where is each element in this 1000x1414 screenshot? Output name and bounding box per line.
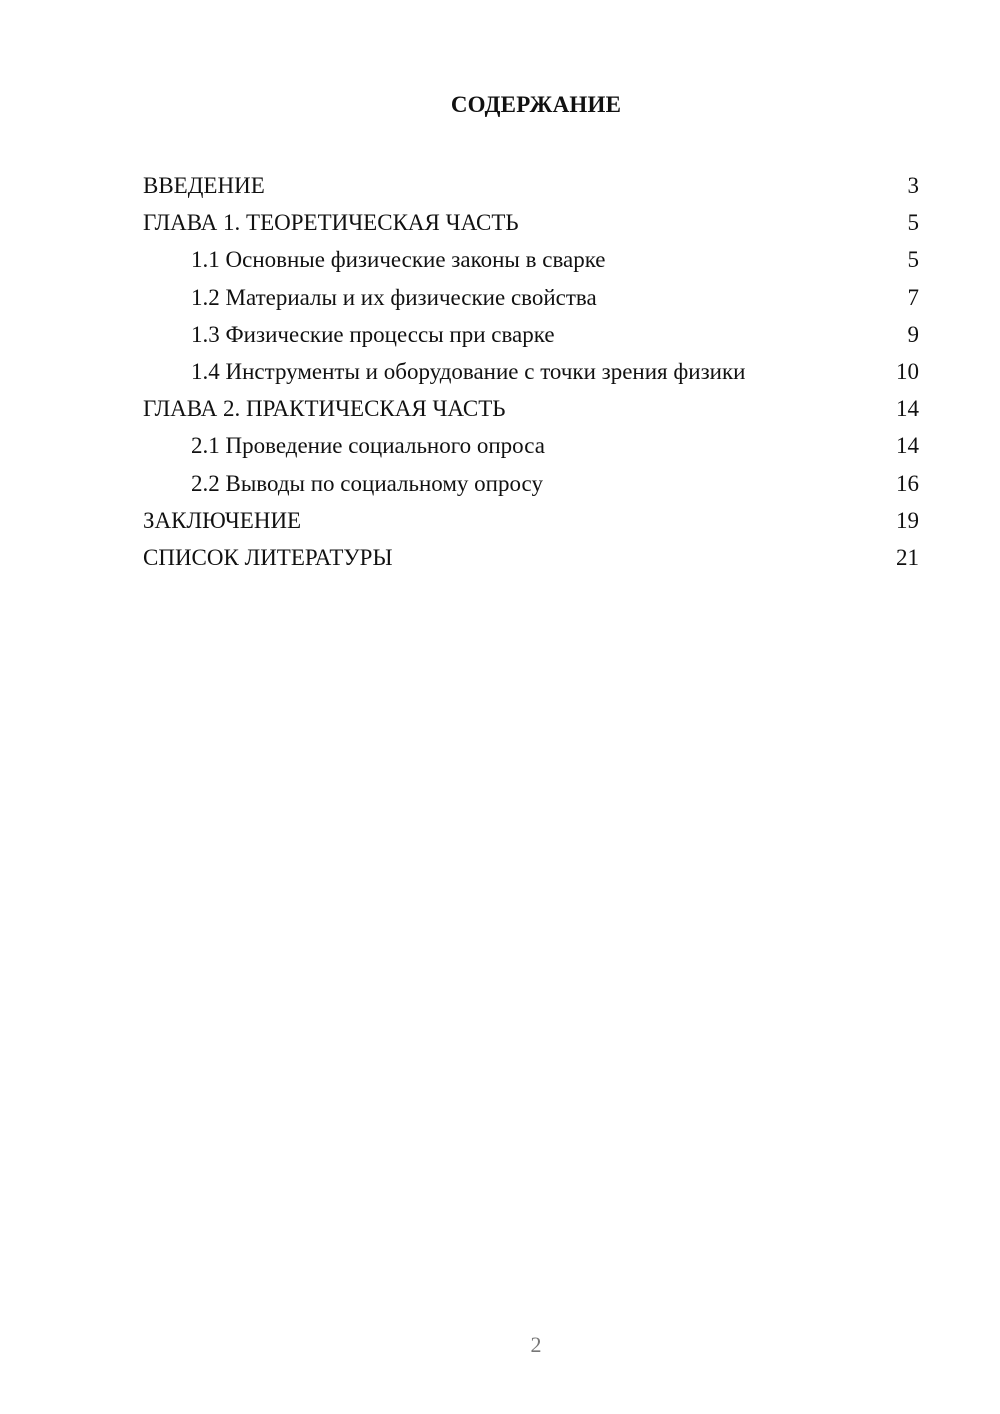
toc-subentry xyxy=(143,279,919,316)
toc-entry-page: 10 xyxy=(896,358,919,384)
toc-entry-page: 14 xyxy=(896,433,919,459)
toc-entry-page: 7 xyxy=(907,284,919,310)
page-number: 2 xyxy=(530,1332,542,1357)
toc-entry-label: ГЛАВА 2. ПРАКТИЧЕСКАЯ ЧАСТЬ xyxy=(143,396,506,422)
toc-subentry xyxy=(143,353,919,390)
toc-entry-label: 1.3 Физические процессы при сварке xyxy=(191,321,555,347)
toc-entry-page: 21 xyxy=(896,544,919,570)
toc-entry-label: ГЛАВА 1. ТЕОРЕТИЧЕСКАЯ ЧАСТЬ xyxy=(143,210,519,236)
toc-subentry xyxy=(143,427,919,464)
toc-entry-page: 5 xyxy=(907,247,919,273)
toc-entry-page: 19 xyxy=(896,507,919,533)
toc-entry-label: 1.4 Инструменты и оборудование с точки зрения физики xyxy=(191,358,746,384)
table-of-contents xyxy=(143,167,919,576)
toc-entry-label: 2.2 Выводы по социальному опросу xyxy=(191,470,543,496)
toc-entry xyxy=(143,539,919,576)
toc-entry-label: 2.1 Проведение социального опроса xyxy=(191,433,545,459)
toc-subentry xyxy=(143,241,919,278)
toc-entry-page: 9 xyxy=(907,321,919,347)
toc-entry xyxy=(143,390,919,427)
toc-entry-page: 3 xyxy=(907,173,919,198)
toc-subentry xyxy=(143,316,919,353)
toc-entry xyxy=(143,204,919,241)
toc-entry-label: СПИСОК ЛИТЕРАТУРЫ xyxy=(143,544,393,570)
toc-entry-label: ВВЕДЕНИЕ xyxy=(143,173,265,198)
page-title: СОДЕРЖАНИЕ xyxy=(450,92,622,117)
toc-entry xyxy=(143,502,919,539)
toc-entry-page: 16 xyxy=(896,470,919,496)
toc-entry-label: 1.1 Основные физические законы в сварке xyxy=(191,247,606,273)
toc-entry-label: 1.2 Материалы и их физические свойства xyxy=(191,284,597,310)
toc-subentry xyxy=(143,465,919,502)
toc-entry xyxy=(143,167,919,204)
toc-entry-page: 14 xyxy=(896,396,919,422)
toc-entry-page: 5 xyxy=(907,210,919,236)
toc-entry-label: ЗАКЛЮЧЕНИЕ xyxy=(143,507,302,533)
